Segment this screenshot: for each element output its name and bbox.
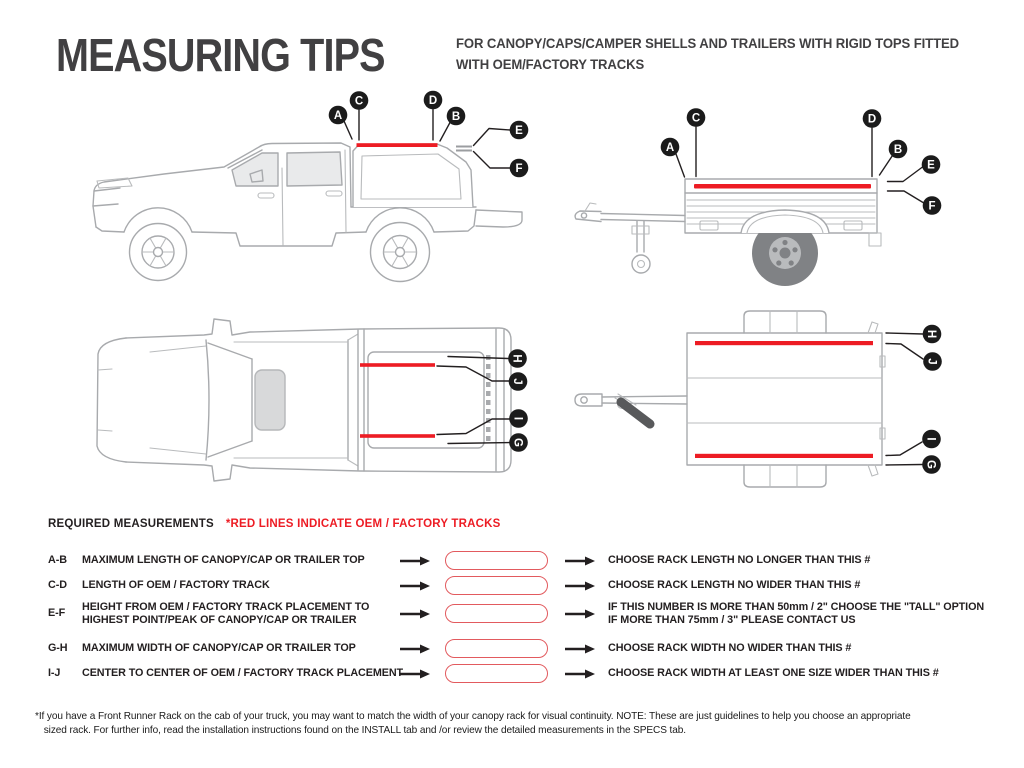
badge-j: J <box>925 358 938 365</box>
arrow-right-icon <box>400 644 430 654</box>
oem-track-line <box>694 184 871 189</box>
row-description: HEIGHT FROM OEM / FACTORY TRACK PLACEMENT TO <box>82 601 370 613</box>
measurement-value-box <box>445 576 548 595</box>
arrow-right-icon <box>565 581 595 591</box>
badge-d: D <box>428 95 438 108</box>
leader-lines <box>886 333 923 465</box>
measure-point-badges <box>922 325 942 474</box>
badge-g: G <box>924 460 937 469</box>
row-code: G-H <box>48 642 68 655</box>
footer-note-line-2: sized rack. For further info, read the installation instructions found on the INSTALL tab and /or review the detailed measurements in the SPECS tab. <box>43 725 686 736</box>
row-guidance: IF THIS NUMBER IS MORE THAN 50mm / 2" CHOOSE THE "TALL" OPTION <box>608 601 985 613</box>
badge-f: F <box>515 163 523 176</box>
page-subtitle <box>456 33 959 75</box>
measurements-table <box>48 551 1008 683</box>
arrow-right-icon <box>400 609 430 619</box>
badge-a: A <box>333 110 343 123</box>
measurement-value-box <box>445 639 548 658</box>
oem-track-line-left <box>695 341 873 345</box>
required-measurements-header <box>48 518 501 530</box>
truck-top-view-diagram <box>80 297 540 509</box>
arrow-right-icon <box>400 556 430 566</box>
badge-h: H <box>924 329 937 339</box>
measurement-row-gh <box>48 639 1008 658</box>
badge-d: D <box>867 113 877 126</box>
section-title: REQUIRED MEASUREMENTS <box>48 518 214 530</box>
badge-c: C <box>691 112 701 125</box>
canopy-rear-ticks <box>486 355 491 441</box>
measurement-row-cd <box>48 576 1008 595</box>
row-code: A-B <box>48 554 67 567</box>
row-code: I-J <box>48 667 61 680</box>
trailer-top-view-diagram <box>555 297 985 509</box>
badge-h: H <box>510 354 523 363</box>
arrow-right-icon <box>565 644 595 654</box>
truck-top-drawing <box>97 319 511 481</box>
measurement-value-box <box>445 604 548 623</box>
truck-side-view-diagram <box>60 88 540 295</box>
measurement-value-box <box>445 551 548 570</box>
badge-j: J <box>510 378 523 385</box>
row-guidance: CHOOSE RACK LENGTH NO WIDER THAN THIS # <box>608 579 861 592</box>
row-guidance: CHOOSE RACK WIDTH AT LEAST ONE SIZE WIDER THAN THIS # <box>608 667 939 680</box>
badge-c: C <box>354 95 364 108</box>
subtitle-line-1: FOR CANOPY/CAPS/CAMPER SHELLS AND TRAILERS WITH RIGID TOPS FITTED <box>456 36 959 51</box>
subtitle-line-2: WITH OEM/FACTORY TRACKS <box>456 57 645 72</box>
height-reference-marks <box>456 147 472 151</box>
measurement-row-ef: E-F HEIGHT FROM OEM / FACTORY TRACK PLACEMENT TO HIGHEST POINT/PEAK OF CANOPY/CAP OR TRAILER IF THIS NUMBER IS MORE THAN 50mm / 2" CHOOSE THE "TALL" OPTION IF MORE THAN 75mm / 3" PLEASE CONTACT US <box>48 601 1008 626</box>
row-description: CENTER TO CENTER OF OEM / FACTORY TRACK PLACEMENT <box>82 667 404 680</box>
badge-i: I <box>511 416 524 421</box>
oem-track-line <box>357 143 438 147</box>
trailer-side-drawing <box>575 179 881 273</box>
row-description: LENGTH OF OEM / FACTORY TRACK <box>82 579 270 592</box>
row-description: MAXIMUM WIDTH OF CANOPY/CAP OR TRAILER TOP <box>82 642 356 655</box>
arrow-right-icon <box>400 669 430 679</box>
row-guidance: CHOOSE RACK LENGTH NO LONGER THAN THIS # <box>608 554 871 567</box>
badge-e: E <box>927 159 935 172</box>
oem-track-line-right <box>695 454 873 458</box>
measurement-row-ij <box>48 664 1008 683</box>
row-description: MAXIMUM LENGTH OF CANOPY/CAP OR TRAILER TOP <box>82 554 365 567</box>
page-title: MEASURING TIPS <box>56 29 385 81</box>
badge-i: I <box>924 437 937 441</box>
footer-note-line-1: *If you have a Front Runner Rack on the cab of your truck, you may want to match the width of your canopy rack for visual continuity. NOTE: These are just guidelines to help you choose an appropriate <box>35 711 911 722</box>
oem-track-line-right <box>360 434 435 438</box>
row-code: C-D <box>48 579 67 592</box>
badge-g: G <box>511 438 524 447</box>
badge-f: F <box>928 200 936 213</box>
arrow-right-icon <box>565 556 595 566</box>
row-code: E-F <box>48 607 66 620</box>
truck-wheels <box>130 223 430 282</box>
row-guidance: CHOOSE RACK WIDTH NO WIDER THAN THIS # <box>608 642 852 655</box>
footer-note <box>35 710 1005 738</box>
oem-track-line-left <box>360 363 435 367</box>
arrow-right-icon <box>400 581 430 591</box>
badge-b: B <box>451 111 461 124</box>
arrow-right-icon <box>565 669 595 679</box>
arrow-right-icon <box>565 609 595 619</box>
trailer-side-view-diagram <box>555 88 975 295</box>
measurement-row-ab <box>48 551 1008 570</box>
badge-e: E <box>515 125 523 138</box>
red-lines-legend: *RED LINES INDICATE OEM / FACTORY TRACKS <box>225 518 501 530</box>
measurement-value-box <box>445 664 548 683</box>
badge-b: B <box>893 144 903 157</box>
badge-a: A <box>665 142 675 155</box>
